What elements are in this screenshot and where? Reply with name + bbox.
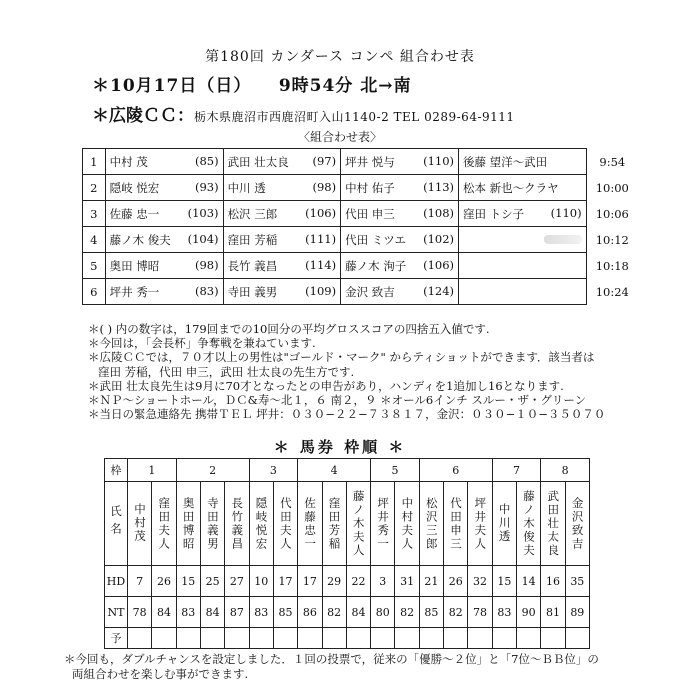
prediction-cell — [176, 628, 200, 649]
net-value: 82 — [322, 597, 346, 628]
horse-name: 代田夫人 — [278, 496, 293, 551]
note-line: ＊( ) 内の数字は，179回までの10回分の平均グロススコアの四捨五入値です. — [88, 322, 490, 336]
nt-row — [105, 597, 590, 628]
tee-time: 9:54 — [586, 149, 638, 175]
horse-name-cell — [200, 482, 224, 566]
player-cell — [341, 253, 459, 279]
horse-name: 坪井秀一 — [376, 496, 391, 551]
player-cell — [341, 175, 459, 201]
name-label — [105, 482, 128, 566]
notes-section — [88, 322, 668, 421]
player-cell — [105, 253, 223, 279]
net-value: 83 — [176, 597, 200, 628]
prediction-cell — [565, 628, 589, 649]
nt-label: NT — [105, 597, 128, 628]
pairings-subtitle: 〈組合わせ表〉 — [297, 130, 382, 144]
horse-name-cell — [468, 482, 492, 566]
pairing-row — [83, 175, 639, 201]
handicap-value: 10 — [249, 566, 273, 597]
prediction-cell — [200, 628, 224, 649]
handicap-value: 3 — [371, 566, 395, 597]
player-cell — [105, 279, 223, 305]
player-cell — [223, 175, 341, 201]
handicap-value: 27 — [225, 566, 249, 597]
note-line: ＊今回は，「会長杯」争奪戦を兼ねています. — [88, 336, 316, 351]
pairing-row — [83, 253, 639, 279]
player-score: (111) — [305, 231, 337, 246]
frame-label: 枠 — [105, 459, 128, 482]
venue-address: 栃木県鹿沼市西鹿沼町入山1140-2 TEL 0289-64-9111 — [194, 110, 515, 124]
player-name: 中村 佑子 — [345, 180, 395, 195]
prediction-cell — [541, 628, 565, 649]
player-score: (110) — [550, 205, 582, 220]
net-value: 89 — [565, 597, 589, 628]
player-name: 窪田 芳稲 — [227, 232, 278, 247]
player-score: (110) — [423, 153, 455, 168]
player-name: 後藤 望洋〜武田 — [463, 154, 548, 169]
prediction-cell — [444, 628, 468, 649]
horse-name-cell — [152, 482, 176, 566]
horse-name: 金沢致吉 — [570, 496, 585, 551]
prediction-cell — [492, 628, 516, 649]
horse-name-cell — [371, 482, 395, 566]
net-value: 84 — [152, 597, 176, 628]
player-cell — [223, 149, 341, 175]
betting-title: ＊ 馬券 枠順 ＊ — [273, 438, 407, 456]
horse-name-cell — [541, 482, 565, 566]
player-score: (106) — [305, 205, 337, 220]
event-date: ＊10月17日（日） 9時54分 北→南 — [92, 76, 412, 96]
prediction-cell — [298, 628, 322, 649]
player-cell — [459, 253, 587, 279]
horse-name-cell — [273, 482, 297, 566]
horse-name: 奥田博昭 — [181, 496, 196, 551]
frame-number: 3 — [249, 459, 298, 482]
prediction-cell — [517, 628, 541, 649]
player-name: 奥田 博昭 — [109, 258, 160, 273]
horse-name: 代田申三 — [449, 496, 464, 551]
player-name: 坪井 秀一 — [109, 284, 160, 299]
player-cell — [341, 227, 459, 253]
group-number: 3 — [83, 201, 106, 227]
player-cell — [341, 149, 459, 175]
horse-name: 隠岐悦宏 — [254, 496, 269, 551]
horse-name: 中川透 — [497, 503, 512, 544]
handicap-value: 17 — [298, 566, 322, 597]
player-name: 中村 茂 — [109, 154, 148, 169]
player-cell — [459, 201, 587, 227]
prediction-cell — [419, 628, 443, 649]
horse-name: 長竹義昌 — [230, 496, 245, 551]
venue-name: ＊広陵ＣＣ： — [92, 106, 194, 126]
horse-name: 中村夫人 — [400, 496, 415, 551]
handicap-value: 14 — [517, 566, 541, 597]
player-cell — [223, 279, 341, 305]
horse-name: 佐藤忠一 — [303, 496, 318, 551]
net-value: 86 — [298, 597, 322, 628]
horse-name-cell — [444, 482, 468, 566]
frame-number: 6 — [419, 459, 492, 482]
player-cell — [459, 175, 587, 201]
horse-name: 坪井夫人 — [473, 496, 488, 551]
player-name: 代田 ミツエ — [345, 232, 407, 247]
net-value: 80 — [371, 597, 395, 628]
footer-note — [64, 652, 664, 682]
pairings-table — [82, 148, 638, 305]
horse-name-cell — [322, 482, 346, 566]
net-value: 90 — [517, 597, 541, 628]
player-score: (114) — [305, 257, 337, 272]
net-value: 82 — [395, 597, 419, 628]
prediction-cell — [249, 628, 273, 649]
note-line: ＊武田 壮太良先生は9月に70才となったとの申告があり，ハンディを1追加し16となります. — [88, 378, 564, 393]
player-name: 佐藤 忠一 — [109, 206, 160, 221]
player-score: (98) — [194, 257, 219, 272]
player-cell — [223, 201, 341, 227]
player-name: 藤ノ木 俊夫 — [109, 232, 171, 247]
horse-name: 窪田夫人 — [157, 496, 172, 551]
frame-number: 4 — [298, 459, 371, 482]
note-line: ＊当日の緊急連絡先 携帯ＴＥＬ 坪井：０３０−２２−７３８１７，金沢：０３０−１０−３５０７０ — [88, 407, 606, 422]
tee-time: 10:06 — [586, 201, 638, 227]
horse-name-cell — [128, 482, 152, 566]
hd-row — [105, 566, 590, 597]
horse-name: 藤ノ木夫人 — [351, 489, 366, 558]
prediction-cell — [152, 628, 176, 649]
player-cell — [105, 201, 223, 227]
player-score: (106) — [423, 257, 455, 272]
player-cell — [105, 227, 223, 253]
pairing-row — [83, 201, 639, 227]
player-score: (113) — [423, 179, 455, 194]
player-score: (103) — [187, 205, 219, 220]
group-number: 4 — [83, 227, 106, 253]
group-number: 2 — [83, 175, 106, 201]
player-name: 代田 申三 — [345, 206, 395, 221]
smudge-mark — [544, 235, 582, 244]
net-value: 78 — [128, 597, 152, 628]
name-row — [105, 482, 590, 566]
group-number: 5 — [83, 253, 106, 279]
player-score: (97) — [312, 153, 337, 168]
horse-name-cell — [517, 482, 541, 566]
player-cell — [223, 227, 341, 253]
handicap-value: 22 — [346, 566, 370, 597]
horse-name-cell — [395, 482, 419, 566]
handicap-value: 16 — [541, 566, 565, 597]
player-score: (85) — [194, 153, 219, 168]
player-name: 窪田 トシ子 — [463, 206, 525, 221]
player-name: 金沢 致吉 — [345, 284, 395, 299]
player-score: (83) — [194, 283, 219, 298]
horse-name: 中村茂 — [132, 503, 147, 544]
player-cell — [223, 253, 341, 279]
prediction-cell — [225, 628, 249, 649]
frame-row — [105, 459, 590, 482]
frame-number: 2 — [176, 459, 249, 482]
footer-line: 両組合わせを楽しむ事ができます. — [72, 667, 249, 681]
player-name: 坪井 悦与 — [345, 154, 395, 169]
hd-label: HD — [105, 566, 128, 597]
tee-time: 10:24 — [586, 279, 638, 305]
net-value: 85 — [419, 597, 443, 628]
horse-name: 松沢三郎 — [424, 496, 439, 551]
note-line: ＊広陵ＣＣでは，７０才以上の男性は"ゴールド・マーク" からティショットができます．該当者は — [88, 350, 595, 365]
handicap-value: 15 — [176, 566, 200, 597]
page-title: 第180回 カンダース コンペ 組合わせ表 — [205, 49, 475, 65]
player-name: 武田 壮太良 — [227, 154, 289, 169]
player-cell — [459, 149, 587, 175]
net-value: 84 — [346, 597, 370, 628]
horse-name-cell — [249, 482, 273, 566]
handicap-value: 15 — [492, 566, 516, 597]
tee-time: 10:18 — [586, 253, 638, 279]
net-value: 83 — [492, 597, 516, 628]
player-name: 藤ノ木 洵子 — [345, 258, 407, 273]
handicap-value: 7 — [128, 566, 152, 597]
handicap-value: 26 — [444, 566, 468, 597]
player-cell — [459, 279, 587, 305]
player-cell — [105, 149, 223, 175]
horse-name: 窪田芳稲 — [327, 496, 342, 551]
horse-name: 武田壮太良 — [546, 489, 561, 558]
tee-time: 10:00 — [586, 175, 638, 201]
handicap-value: 26 — [152, 566, 176, 597]
player-cell — [341, 279, 459, 305]
horse-name-cell — [346, 482, 370, 566]
net-value: 81 — [541, 597, 565, 628]
player-score: (109) — [305, 283, 337, 298]
handicap-value: 32 — [468, 566, 492, 597]
prediction-cell — [371, 628, 395, 649]
prediction-row — [105, 628, 590, 649]
group-number: 6 — [83, 279, 106, 305]
net-value: 85 — [273, 597, 297, 628]
player-name: 松沢 三郎 — [227, 206, 278, 221]
net-value: 78 — [468, 597, 492, 628]
note-line: ＊ＮＰ〜ショートホール，ＤＣ&寿〜北１，６ 南２，９ ＊オール6インチ スルー・ザ・グリーン — [88, 393, 587, 408]
prediction-cell — [128, 628, 152, 649]
note-line: 窪田 芳稲，代田 申三，武田 壮太良の先生方です. — [98, 364, 355, 379]
player-score: (104) — [187, 231, 219, 246]
player-name: 寺田 義男 — [227, 284, 278, 299]
prediction-cell — [322, 628, 346, 649]
handicap-value: 35 — [565, 566, 589, 597]
betting-table — [104, 458, 590, 649]
player-score: (124) — [423, 283, 455, 298]
frame-number: 8 — [541, 459, 590, 482]
group-number: 1 — [83, 149, 106, 175]
net-value: 87 — [225, 597, 249, 628]
horse-name-cell — [419, 482, 443, 566]
player-score: (102) — [423, 231, 455, 246]
horse-name-cell — [176, 482, 200, 566]
horse-name-cell — [565, 482, 589, 566]
handicap-value: 25 — [200, 566, 224, 597]
frame-number: 5 — [371, 459, 420, 482]
player-cell — [105, 175, 223, 201]
tee-time: 10:12 — [586, 227, 638, 253]
horse-name-cell — [492, 482, 516, 566]
horse-name: 寺田義男 — [205, 496, 220, 551]
name-label-text: 氏名 — [109, 504, 123, 540]
player-score: (93) — [194, 179, 219, 194]
pairing-row — [83, 227, 639, 253]
prediction-label: 予 — [105, 628, 128, 649]
horse-name: 藤ノ木俊夫 — [521, 489, 536, 558]
pairing-row — [83, 149, 639, 175]
player-name: 松本 新也〜クラヤ — [463, 180, 559, 195]
prediction-cell — [346, 628, 370, 649]
player-score: (98) — [312, 179, 337, 194]
player-cell — [459, 227, 587, 253]
player-name: 中川 透 — [227, 180, 266, 195]
frame-number: 7 — [492, 459, 541, 482]
venue-line — [92, 101, 515, 126]
prediction-cell — [273, 628, 297, 649]
net-value: 83 — [249, 597, 273, 628]
player-name: 長竹 義昌 — [227, 258, 278, 273]
net-value: 82 — [444, 597, 468, 628]
prediction-cell — [395, 628, 419, 649]
handicap-value: 17 — [273, 566, 297, 597]
horse-name-cell — [298, 482, 322, 566]
pairing-row — [83, 279, 639, 305]
footer-line: ＊今回も，ダブルチャンスを設定しました．１回の投票で，従来の「優勝〜２位」と「7位〜ＢＢ位」の — [64, 652, 599, 666]
player-name: 隠岐 悦宏 — [109, 180, 160, 195]
frame-number: 1 — [128, 459, 177, 482]
net-value: 84 — [200, 597, 224, 628]
handicap-value: 31 — [395, 566, 419, 597]
horse-name-cell — [225, 482, 249, 566]
player-score: (108) — [423, 205, 455, 220]
handicap-value: 29 — [322, 566, 346, 597]
player-cell — [341, 201, 459, 227]
prediction-cell — [468, 628, 492, 649]
handicap-value: 21 — [419, 566, 443, 597]
